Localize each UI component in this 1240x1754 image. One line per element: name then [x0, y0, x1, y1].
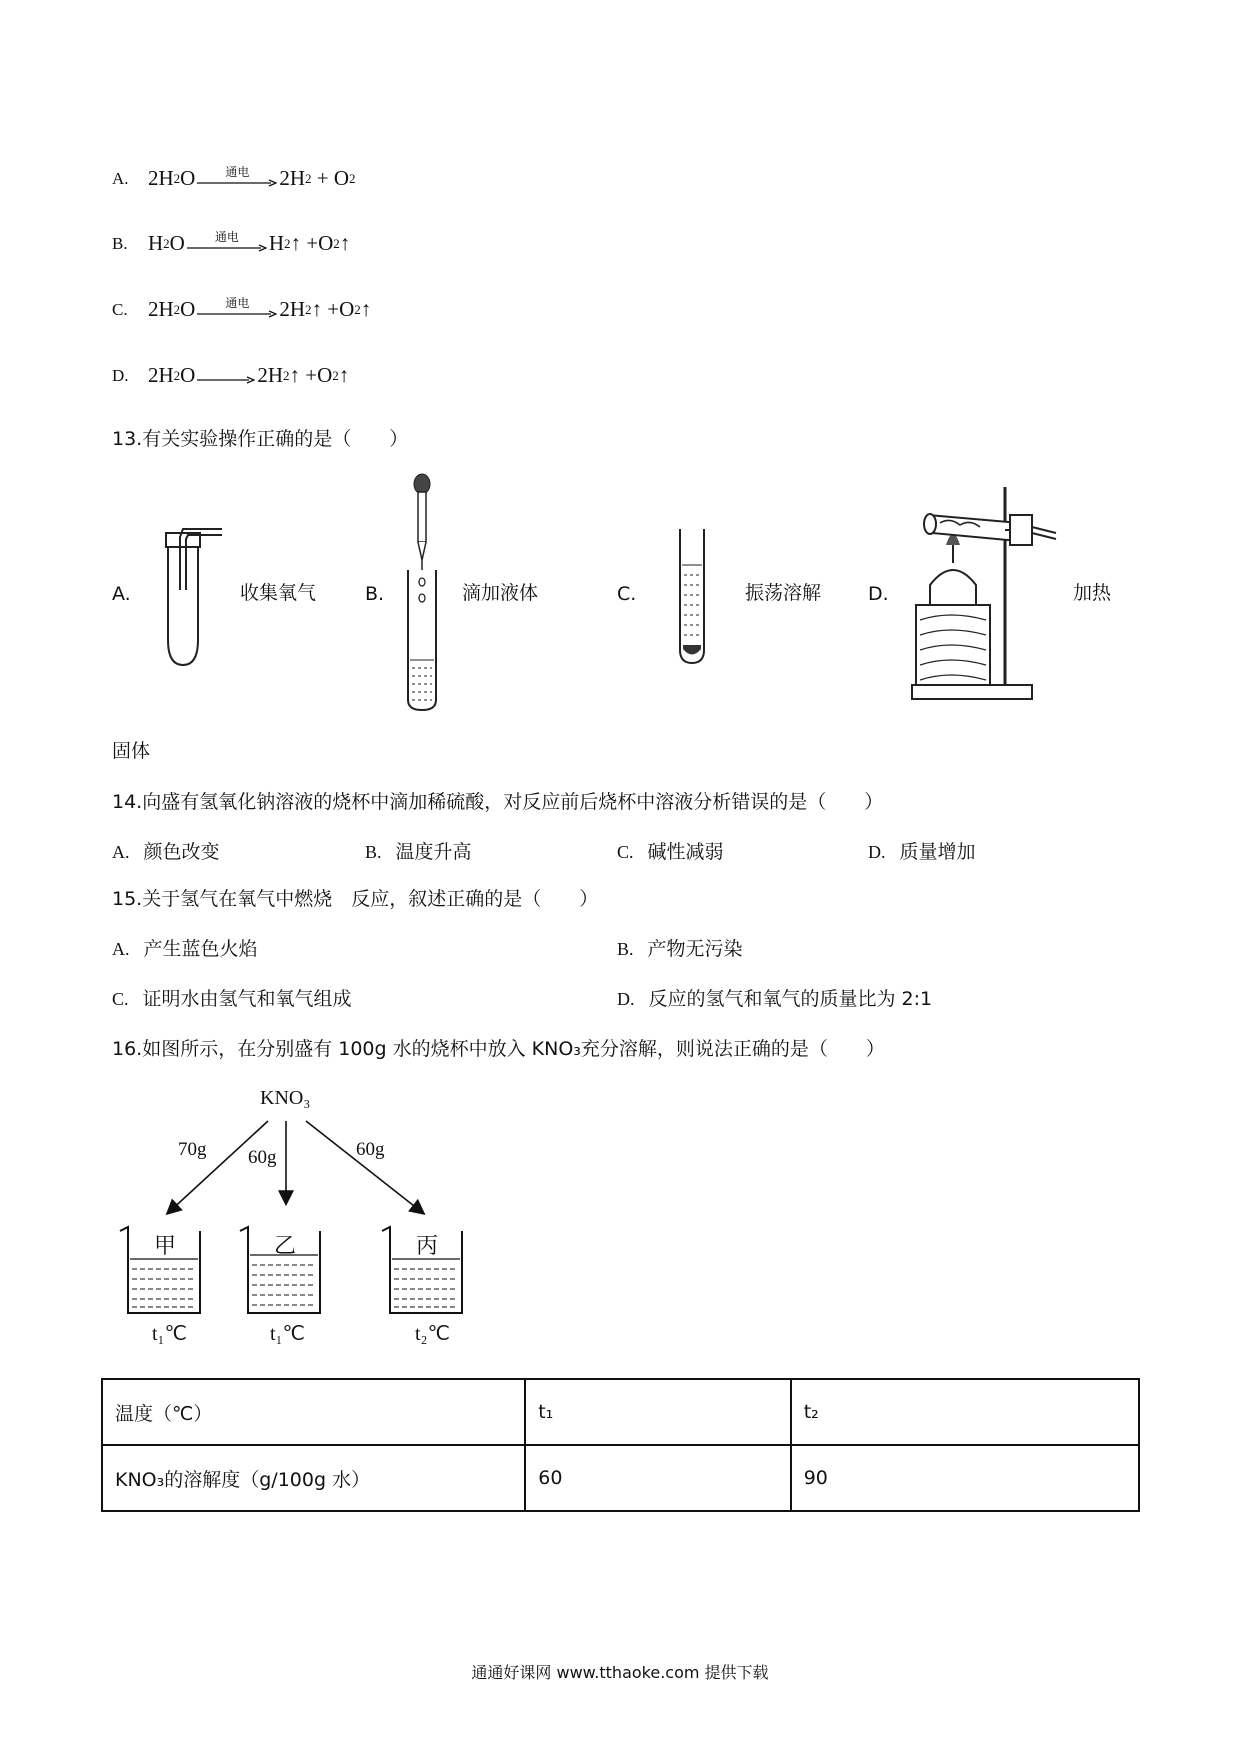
q12-option-d: D. 2 H 2 O 2 H 2 ↑ +O 2 ↑: [112, 363, 350, 387]
q15-option-c: C. 证明水由氢气和氧气组成: [112, 988, 352, 1010]
dropper-test-tube-icon: [398, 470, 448, 715]
q13-caption-overflow: 固体: [112, 740, 151, 762]
table-cell: t₂: [791, 1379, 1139, 1445]
q12-option-c: C. 2 H 2 O 通电 2 H 2 ↑ +O 2 ↑: [112, 295, 372, 321]
option-label: B.: [112, 233, 128, 253]
table-cell: 60: [525, 1445, 790, 1511]
beaker-label-3: 丙: [416, 1234, 439, 1259]
rhs-coef: 2: [279, 297, 290, 321]
q13-option-a-label: A.: [112, 583, 131, 605]
reaction-condition: 通电: [214, 229, 239, 244]
q12-option-b: B. H 2 O 通电 H 2 ↑ +O 2 ↑: [112, 229, 351, 255]
q13-option-c-label: C.: [617, 583, 637, 605]
table-row: [102, 1445, 1139, 1511]
option-label: A.: [112, 168, 129, 188]
kno3-source-label: KNO₃: [260, 1087, 311, 1109]
amount-label-3: 60g: [356, 1139, 385, 1160]
q13-option-a-caption: 收集氧气: [240, 582, 317, 604]
table-cell: KNO₃的溶解度（g/100g 水）: [102, 1445, 525, 1511]
o2-gas-arrow: ↑: [338, 363, 350, 387]
beaker-label-1: 甲: [154, 1234, 177, 1259]
page-footer: 通通好课网 www.tthaoke.com 提供下载: [471, 1663, 769, 1682]
table-cell: 温度（℃）: [102, 1379, 525, 1445]
rhs-coef: 2: [279, 166, 290, 190]
reaction-arrow-icon: [197, 296, 277, 318]
lhs-coef: 2: [148, 166, 159, 190]
q13-option-b-caption: 滴加液体: [462, 582, 539, 604]
q14-option-b: B. 温度升高: [365, 841, 472, 863]
temp-label-3: t₂℃: [415, 1323, 450, 1345]
reaction-arrow-icon: [197, 165, 277, 187]
h2-gas-arrow: ↑: [311, 297, 323, 321]
reaction-condition: 通电: [225, 295, 250, 310]
heating-solid-apparatus-icon: [910, 485, 1060, 705]
table-cell: t₁: [525, 1379, 790, 1445]
h2-gas-arrow: ↑: [290, 231, 302, 255]
temp-label-1: t₁℃: [152, 1323, 187, 1345]
q13-option-d-caption: 加热: [1073, 582, 1112, 604]
q13-option-b-label: B.: [365, 583, 385, 605]
option-label: C.: [112, 299, 128, 319]
q15-stem: 15.关于氢气在氧气中燃烧 反应，叙述正确的是（ ）: [112, 888, 599, 910]
q14-option-d: D. 质量增加: [868, 841, 976, 863]
o2-gas-arrow: ↑: [360, 297, 372, 321]
q13-option-c-caption: 振荡溶解: [745, 582, 822, 604]
temp-label-2: t₁℃: [270, 1323, 305, 1345]
kno3-beaker-diagram: [118, 1085, 478, 1350]
o2-gas-arrow: ↑: [339, 231, 351, 255]
reaction-condition: 通电: [225, 164, 250, 179]
q15-option-b: B. 产物无污染: [617, 938, 743, 960]
shaking-test-tube-icon: [672, 525, 712, 670]
reaction-arrow-icon: [187, 230, 267, 252]
q12-option-a: A. 2 H 2 O 通电 2 H 2 + O 2: [112, 164, 356, 190]
reaction-arrow-icon: [197, 362, 255, 384]
q13-stem: 13.有关实验操作正确的是（ ）: [112, 428, 409, 450]
option-label: D.: [112, 365, 129, 385]
lhs-coef: 2: [148, 363, 159, 387]
q14-stem: 14.向盛有氢氧化钠溶液的烧杯中滴加稀硫酸，对反应前后烧杯中溶液分析错误的是（ ）: [112, 791, 884, 813]
q15-option-a: A. 产生蓝色火焰: [112, 938, 258, 960]
q15-option-d: D. 反应的氢气和氧气的质量比为 2:1: [617, 988, 933, 1010]
amount-label-1: 70g: [178, 1139, 207, 1160]
q14-option-a: A. 颜色改变: [112, 841, 220, 863]
rhs-coef: 2: [257, 363, 268, 387]
q16-stem: 16.如图所示，在分别盛有 100g 水的烧杯中放入 KNO₃充分溶解，则说法正确的是（ ）: [112, 1038, 885, 1060]
table-row: [102, 1379, 1139, 1445]
gas-collection-tube-icon: [160, 525, 230, 670]
solubility-table: [101, 1378, 1140, 1512]
beaker-label-2: 乙: [274, 1234, 297, 1259]
q13-option-d-label: D.: [868, 583, 889, 605]
amount-label-2: 60g: [248, 1147, 277, 1168]
h2-gas-arrow: ↑: [289, 363, 301, 387]
table-cell: 90: [791, 1445, 1139, 1511]
q14-option-c: C. 碱性减弱: [617, 841, 724, 863]
lhs-coef: 2: [148, 297, 159, 321]
